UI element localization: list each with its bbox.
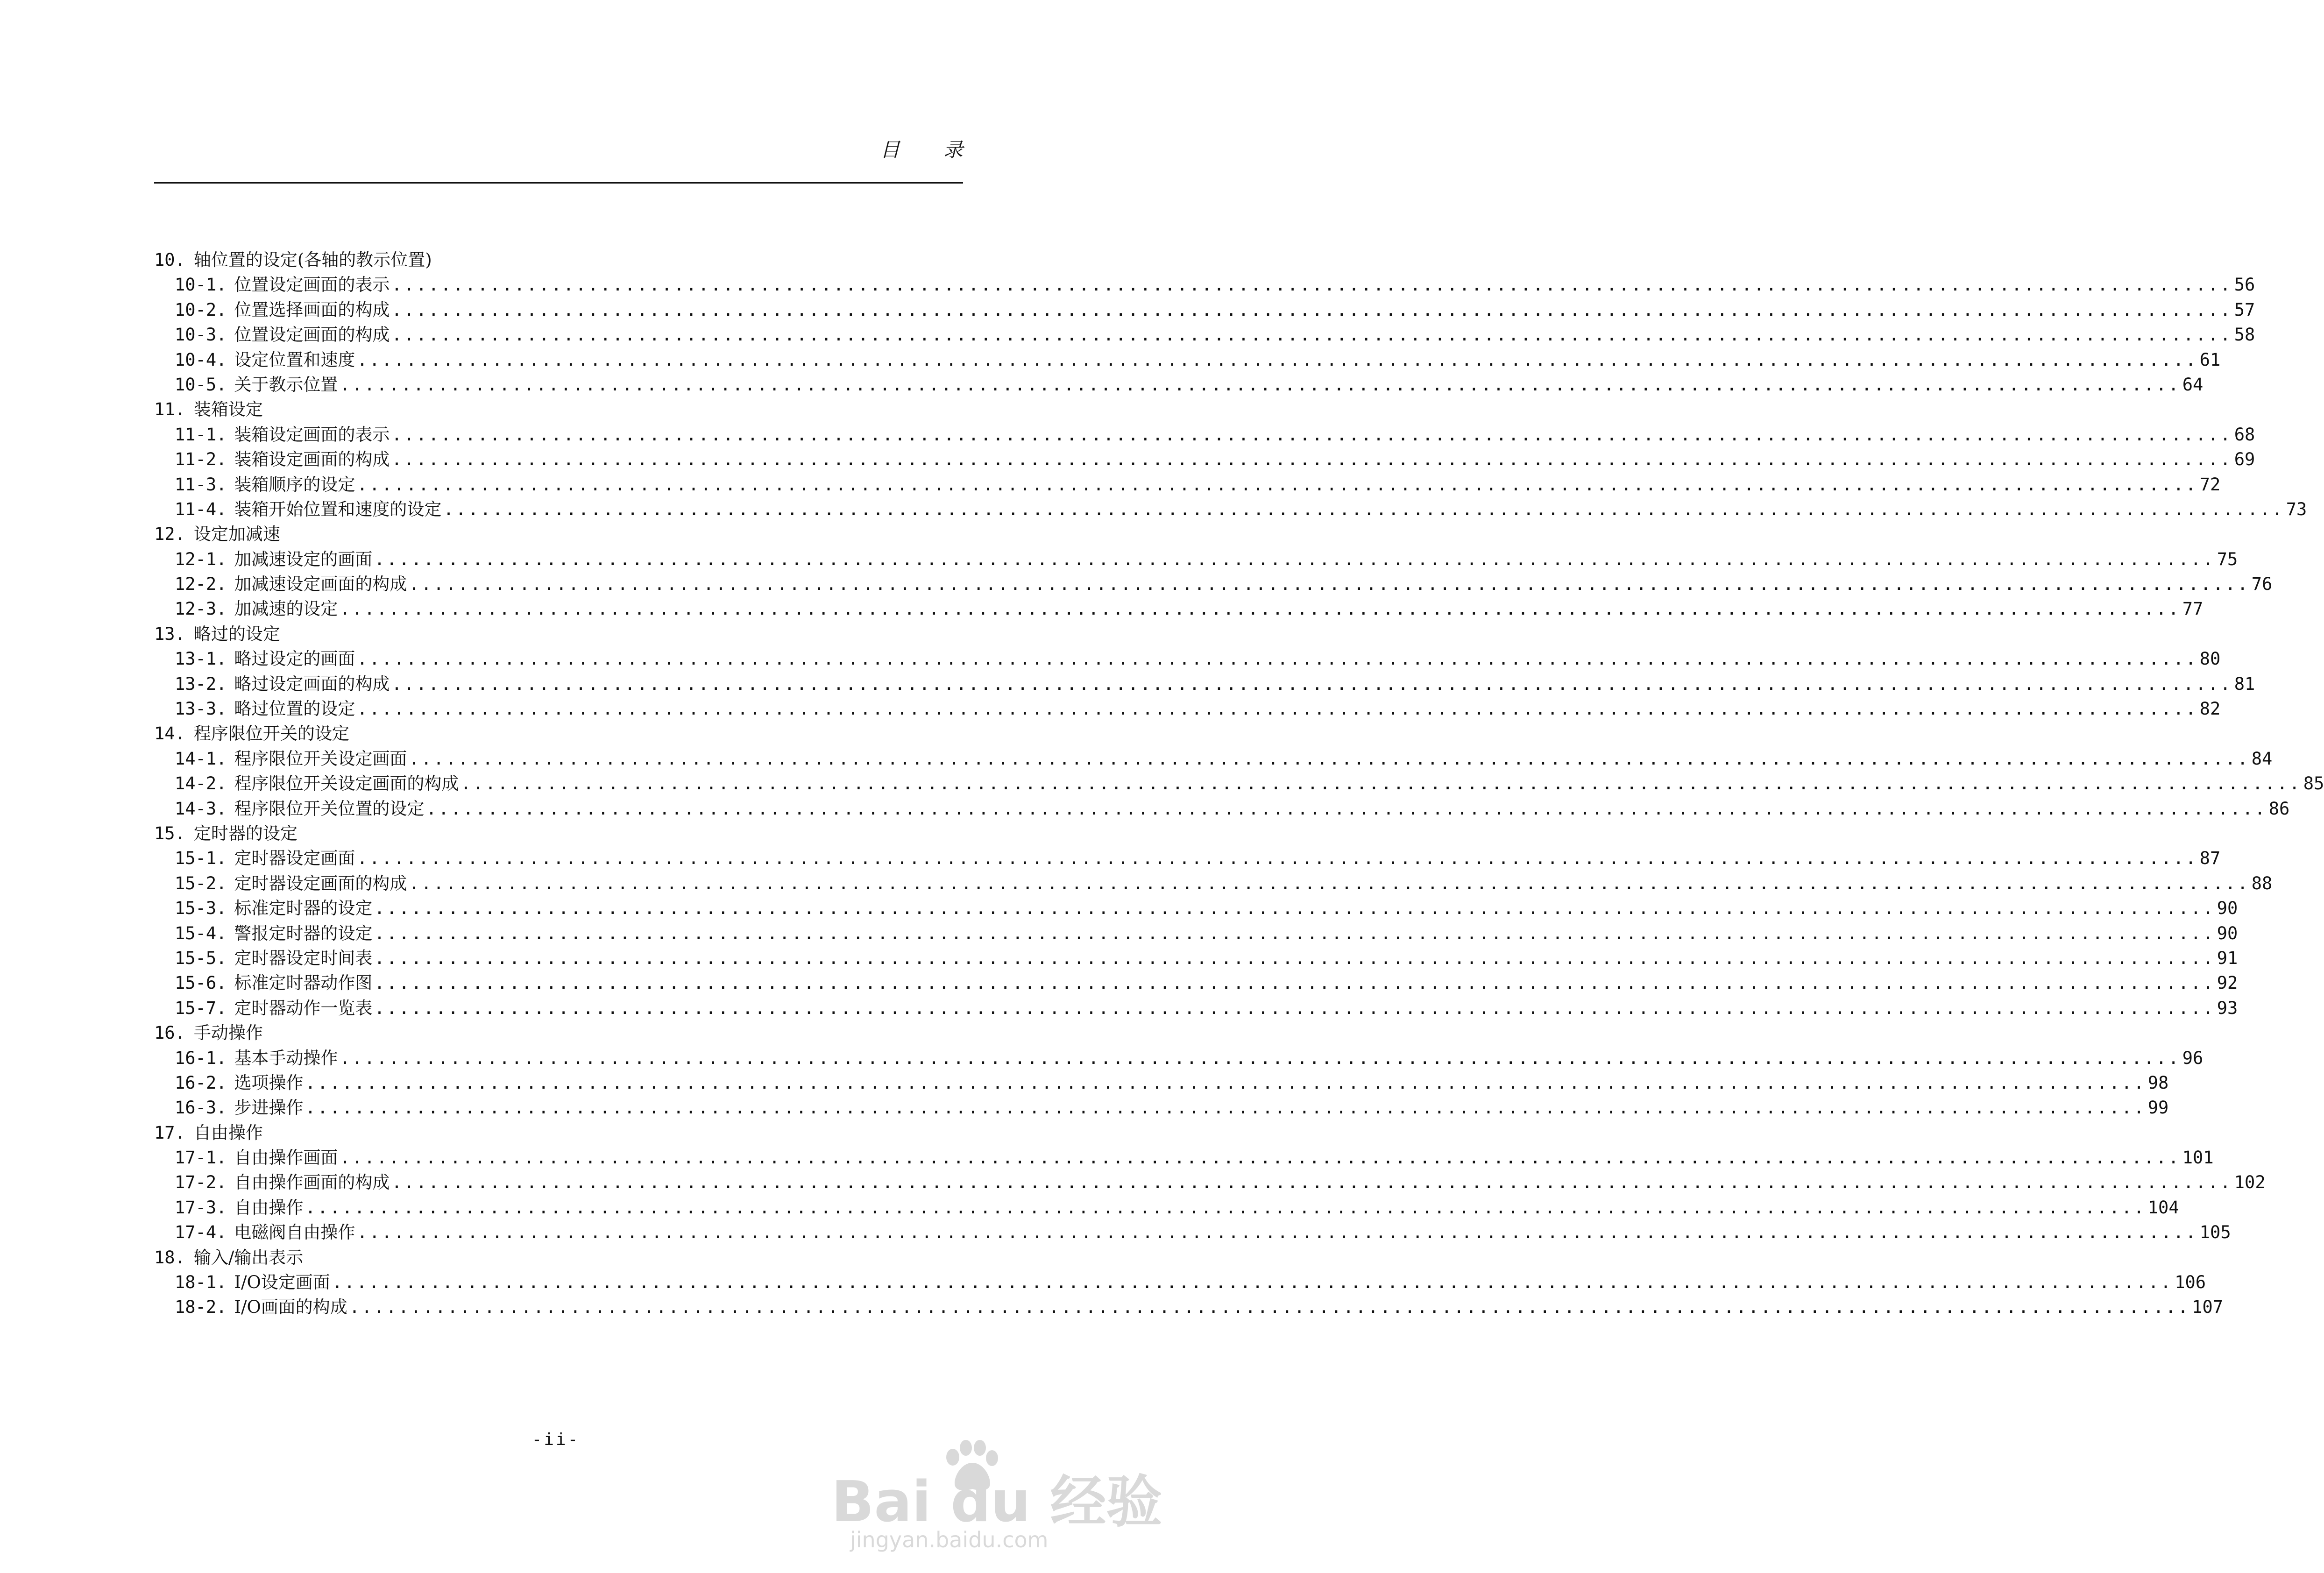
dot-leader xyxy=(374,547,2215,572)
entry-page-number: 72 xyxy=(2199,474,2221,495)
toc-entry[interactable] xyxy=(154,996,2238,1020)
entry-page-number: 87 xyxy=(2199,848,2221,869)
toc-section-title xyxy=(154,622,908,646)
entry-title: 程序限位开关设定画面 xyxy=(234,748,407,769)
entry-number: 15-5. xyxy=(175,948,227,968)
entry-page-number: 93 xyxy=(2217,998,2238,1018)
toc-entry[interactable] xyxy=(154,1145,2214,1170)
dot-leader xyxy=(409,871,2249,896)
dot-leader xyxy=(374,896,2215,921)
entry-number: 10-5. xyxy=(175,374,227,395)
toc-entry-label xyxy=(175,272,390,297)
toc-entry[interactable] xyxy=(154,572,2273,596)
page-header xyxy=(154,126,982,184)
toc-entry[interactable] xyxy=(154,447,2255,472)
watermark-brand: Bai du 经验 xyxy=(831,1470,1162,1535)
entry-title: 略过位置的设定 xyxy=(234,699,355,719)
toc-entry-label xyxy=(175,1295,347,1319)
toc-entry[interactable] xyxy=(154,372,2204,397)
toc-entry-label xyxy=(175,672,390,696)
entry-number: 15-3. xyxy=(175,898,227,919)
entry-title: 关于教示位置 xyxy=(234,374,338,395)
entry-number: 16-1. xyxy=(175,1048,227,1068)
entry-page-number: 107 xyxy=(2192,1297,2224,1318)
entry-title: 略过设定的画面 xyxy=(234,649,355,669)
toc-entry-label xyxy=(175,771,459,796)
toc-entry[interactable] xyxy=(154,272,2255,297)
entry-title: 加减速设定画面的构成 xyxy=(234,574,407,595)
section-title-text: 装箱设定 xyxy=(193,399,263,420)
toc-entry[interactable] xyxy=(154,1220,2231,1245)
entry-title: 程序限位开关位置的设定 xyxy=(234,798,425,819)
entry-title: 定时器设定时间表 xyxy=(234,948,373,968)
toc-entry-label xyxy=(175,1145,338,1170)
entry-page-number: 84 xyxy=(2251,748,2273,769)
dot-leader xyxy=(340,596,2180,621)
entry-page-number: 96 xyxy=(2182,1048,2204,1068)
toc-entry-label xyxy=(175,846,355,871)
entry-title: 位置选择画面的构成 xyxy=(234,299,390,320)
section-number: 15. xyxy=(154,823,185,843)
entry-page-number: 99 xyxy=(2147,1098,2169,1118)
entry-title: 装箱设定画面的表示 xyxy=(234,424,390,445)
entry-title: 自由操作 xyxy=(234,1197,304,1218)
entry-number: 13-3. xyxy=(175,699,227,719)
entry-number: 11-3. xyxy=(175,474,227,495)
toc-entry[interactable] xyxy=(154,472,2221,497)
section-title-text: 定时器的设定 xyxy=(193,823,298,843)
toc-entry-label xyxy=(175,896,372,921)
dot-leader xyxy=(426,796,2267,821)
dot-leader xyxy=(349,1295,2190,1319)
entry-page-number: 101 xyxy=(2182,1148,2214,1168)
entry-number: 13-1. xyxy=(175,649,227,669)
entry-number: 13-2. xyxy=(175,673,227,694)
toc-entry-label xyxy=(175,796,424,821)
entry-title: 标准定时器的设定 xyxy=(234,898,373,919)
dot-leader xyxy=(357,347,2197,372)
toc-entry[interactable] xyxy=(154,1170,2266,1195)
entry-page-number: 88 xyxy=(2251,873,2273,893)
toc-entry[interactable] xyxy=(154,796,2290,821)
section-title-text: 程序限位开关的设定 xyxy=(193,723,349,744)
toc-entry-label xyxy=(175,447,390,472)
entry-page-number: 76 xyxy=(2251,574,2273,595)
entry-title: 步进操作 xyxy=(234,1098,304,1118)
dot-leader xyxy=(374,996,2215,1020)
toc-section-title xyxy=(154,821,908,846)
toc-section-title xyxy=(154,1120,908,1145)
section-number: 10. xyxy=(154,250,185,270)
entry-title: 自由操作画面 xyxy=(234,1148,338,1168)
toc-entry[interactable] xyxy=(154,347,2221,372)
entry-page-number: 91 xyxy=(2217,948,2238,968)
section-number: 11. xyxy=(154,399,185,420)
entry-number: 10-1. xyxy=(175,275,227,295)
page-number: -ii- xyxy=(531,1430,580,1449)
toc-entry[interactable] xyxy=(154,746,2273,771)
toc-entry-label xyxy=(175,497,441,522)
dot-leader xyxy=(357,472,2197,497)
entry-title: 装箱开始位置和速度的设定 xyxy=(234,499,442,519)
toc-entry[interactable] xyxy=(154,1295,2224,1319)
entry-number: 17-3. xyxy=(175,1197,227,1218)
toc-entry[interactable] xyxy=(154,672,2255,696)
entry-title: 程序限位开关设定画面的构成 xyxy=(234,773,459,794)
entry-title: 定时器设定画面 xyxy=(234,848,355,869)
section-number: 13. xyxy=(154,624,185,644)
entry-number: 12-2. xyxy=(175,574,227,595)
dot-leader xyxy=(357,696,2197,721)
toc-section-title xyxy=(154,397,908,422)
section-title-text: 设定加减速 xyxy=(193,524,280,545)
entry-page-number: 86 xyxy=(2268,798,2290,819)
entry-title: 基本手动操作 xyxy=(234,1048,338,1068)
entry-number: 10-2. xyxy=(175,299,227,320)
entry-number: 16-3. xyxy=(175,1098,227,1118)
dot-leader xyxy=(340,1145,2180,1170)
section-title-text: 略过的设定 xyxy=(193,624,280,644)
toc-entry[interactable] xyxy=(154,871,2273,896)
toc-entry-label xyxy=(175,372,338,397)
dot-leader xyxy=(357,846,2197,871)
entry-title: 选项操作 xyxy=(234,1072,304,1093)
dot-leader xyxy=(409,746,2249,771)
section-number: 12. xyxy=(154,524,185,545)
entry-title: 设定位置和速度 xyxy=(234,349,355,370)
toc-entry-label xyxy=(175,996,372,1020)
entry-page-number: 105 xyxy=(2199,1222,2231,1243)
toc-entry[interactable] xyxy=(154,1046,2204,1070)
section-number: 18. xyxy=(154,1247,185,1268)
entry-page-number: 69 xyxy=(2234,449,2255,470)
toc-section-title xyxy=(154,1020,908,1045)
entry-title: 定时器设定画面的构成 xyxy=(234,873,407,893)
toc-entry-label xyxy=(175,646,355,671)
dot-leader xyxy=(305,1095,2146,1120)
toc-entry[interactable] xyxy=(154,846,2221,871)
entry-title: 标准定时器动作图 xyxy=(234,973,373,993)
table-of-contents xyxy=(154,248,2324,1320)
toc-entry-label xyxy=(175,1046,338,1070)
toc-entry[interactable] xyxy=(154,1070,2169,1095)
entry-page-number: 90 xyxy=(2217,898,2238,919)
dot-leader xyxy=(391,322,2232,347)
toc-entry-label xyxy=(175,1195,303,1220)
entry-title: 警报定时器的设定 xyxy=(234,923,373,943)
toc-entry[interactable] xyxy=(154,946,2238,971)
entry-number: 14-1. xyxy=(175,748,227,769)
entry-title: I/O设定画面 xyxy=(234,1272,330,1293)
dot-leader xyxy=(305,1070,2146,1095)
toc-entry-label xyxy=(175,547,372,572)
dot-leader xyxy=(443,497,2284,522)
entry-page-number: 80 xyxy=(2199,649,2221,669)
toc-entry-label xyxy=(175,298,390,322)
entry-title: 略过设定画面的构成 xyxy=(234,673,390,694)
baidu-watermark xyxy=(831,1438,1162,1552)
entry-number: 18-1. xyxy=(175,1272,227,1293)
entry-number: 11-4. xyxy=(175,499,227,519)
dot-leader xyxy=(374,946,2215,971)
dot-leader xyxy=(409,572,2249,596)
entry-title: 位置设定画面的构成 xyxy=(234,325,390,345)
toc-entry-label xyxy=(175,871,407,896)
toc-entry[interactable] xyxy=(154,1270,2206,1295)
entry-page-number: 75 xyxy=(2217,549,2238,569)
toc-entry[interactable] xyxy=(154,1095,2169,1120)
toc-entry-label xyxy=(175,347,355,372)
dot-leader xyxy=(374,921,2215,946)
toc-entry-label xyxy=(175,572,407,596)
entry-number: 17-4. xyxy=(175,1222,227,1243)
toc-entry[interactable] xyxy=(154,1195,2179,1220)
dot-leader xyxy=(305,1195,2146,1220)
dot-leader xyxy=(357,1220,2197,1245)
entry-title: 装箱顺序的设定 xyxy=(234,474,355,495)
entry-title: 电磁阀自由操作 xyxy=(234,1222,355,1243)
dot-leader xyxy=(391,1170,2232,1195)
toc-entry-label xyxy=(175,1070,303,1095)
toc-entry-label xyxy=(175,1270,330,1295)
entry-number: 15-6. xyxy=(175,973,227,993)
entry-number: 12-3. xyxy=(175,599,227,619)
dot-leader xyxy=(340,372,2180,397)
dot-leader xyxy=(391,672,2232,696)
toc-entry[interactable] xyxy=(154,322,2255,347)
toc-entry[interactable] xyxy=(154,547,2238,572)
entry-page-number: 82 xyxy=(2199,699,2221,719)
toc-entry-label xyxy=(175,322,390,347)
entry-number: 15-4. xyxy=(175,923,227,943)
toc-entry[interactable] xyxy=(154,971,2238,995)
dot-leader xyxy=(332,1270,2173,1295)
toc-entry[interactable] xyxy=(154,696,2221,721)
toc-entry[interactable] xyxy=(154,422,2255,447)
toc-entry-label xyxy=(175,971,372,995)
dot-leader xyxy=(391,447,2232,472)
section-title-text: 输入/输出表示 xyxy=(193,1247,304,1268)
toc-section-title xyxy=(154,1245,908,1270)
page-title: 目 录 xyxy=(880,138,982,161)
entry-page-number: 85 xyxy=(2303,773,2324,794)
dot-leader xyxy=(340,1046,2180,1070)
entry-number: 15-2. xyxy=(175,873,227,893)
entry-title: 加减速的设定 xyxy=(234,599,338,619)
entry-page-number: 81 xyxy=(2234,673,2255,694)
entry-number: 16-2. xyxy=(175,1072,227,1093)
toc-entry-label xyxy=(175,422,390,447)
entry-page-number: 61 xyxy=(2199,349,2221,370)
section-title-text: 手动操作 xyxy=(193,1023,263,1043)
toc-section-title xyxy=(154,248,908,272)
dot-leader xyxy=(391,422,2232,447)
toc-entry[interactable] xyxy=(154,298,2255,322)
toc-entry[interactable] xyxy=(154,896,2238,921)
section-number: 14. xyxy=(154,723,185,744)
dot-leader xyxy=(374,971,2215,995)
toc-entry-label xyxy=(175,921,372,946)
entry-title: 装箱设定画面的构成 xyxy=(234,449,390,470)
entry-page-number: 106 xyxy=(2175,1272,2206,1293)
toc-entry[interactable] xyxy=(154,646,2221,671)
entry-page-number: 90 xyxy=(2217,923,2238,943)
entry-page-number: 104 xyxy=(2147,1197,2179,1218)
entry-page-number: 92 xyxy=(2217,973,2238,993)
entry-title: I/O画面的构成 xyxy=(234,1297,347,1318)
entry-number: 10-4. xyxy=(175,349,227,370)
toc-entry[interactable] xyxy=(154,921,2238,946)
watermark-url: jingyan.baidu.com xyxy=(850,1527,1049,1552)
toc-entry-label xyxy=(175,1170,390,1195)
entry-number: 11-1. xyxy=(175,424,227,445)
entry-number: 17-1. xyxy=(175,1148,227,1168)
entry-number: 17-2. xyxy=(175,1172,227,1193)
toc-entry-label xyxy=(175,596,338,621)
toc-entry[interactable] xyxy=(154,771,2324,796)
entry-number: 18-2. xyxy=(175,1297,227,1318)
entry-number: 14-2. xyxy=(175,773,227,794)
entry-page-number: 58 xyxy=(2234,325,2255,345)
entry-page-number: 77 xyxy=(2182,599,2204,619)
entry-number: 10-3. xyxy=(175,325,227,345)
section-title-text: 轴位置的设定(各轴的教示位置) xyxy=(193,250,432,270)
entry-title: 加减速设定的画面 xyxy=(234,549,373,569)
entry-title: 定时器动作一览表 xyxy=(234,998,373,1018)
entry-page-number: 64 xyxy=(2182,374,2204,395)
entry-page-number: 68 xyxy=(2234,424,2255,445)
toc-entry-label xyxy=(175,696,355,721)
entry-number: 14-3. xyxy=(175,798,227,819)
entry-title: 自由操作画面的构成 xyxy=(234,1172,390,1193)
toc-entry-label xyxy=(175,746,407,771)
toc-entry[interactable] xyxy=(154,497,2307,522)
section-title-text: 自由操作 xyxy=(193,1122,263,1143)
entry-page-number: 102 xyxy=(2234,1172,2266,1193)
toc-entry-label xyxy=(175,1220,355,1245)
entry-number: 11-2. xyxy=(175,449,227,470)
dot-leader xyxy=(357,646,2197,671)
dot-leader xyxy=(391,272,2232,297)
entry-number: 12-1. xyxy=(175,549,227,569)
section-number: 17. xyxy=(154,1122,185,1143)
toc-entry-label xyxy=(175,946,372,971)
toc-section-title xyxy=(154,721,908,746)
dot-leader xyxy=(391,298,2232,322)
dot-leader xyxy=(461,771,2301,796)
section-number: 16. xyxy=(154,1023,185,1043)
toc-entry-label xyxy=(175,1095,303,1120)
toc-entry[interactable] xyxy=(154,596,2204,621)
entry-number: 15-7. xyxy=(175,998,227,1018)
entry-page-number: 98 xyxy=(2147,1072,2169,1093)
toc-entry-label xyxy=(175,472,355,497)
entry-number: 15-1. xyxy=(175,848,227,869)
entry-title: 位置设定画面的表示 xyxy=(234,275,390,295)
toc-section-title xyxy=(154,522,908,546)
entry-page-number: 57 xyxy=(2234,299,2255,320)
entry-page-number: 56 xyxy=(2234,275,2255,295)
entry-page-number: 73 xyxy=(2286,499,2307,519)
